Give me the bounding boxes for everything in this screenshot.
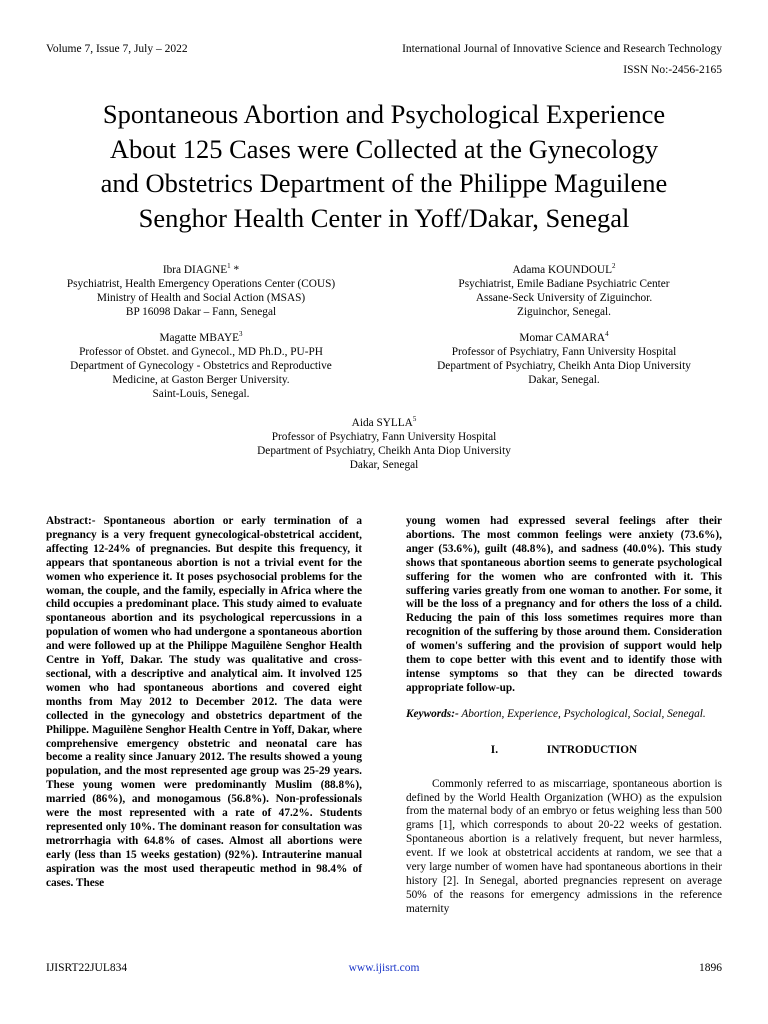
author-affiliation: Ziguinchor, Senegal.: [517, 306, 611, 318]
abstract-label: Abstract:-: [46, 515, 96, 527]
author-block-1: [46, 263, 356, 319]
abstract-continued: young women had expressed several feelings after their abortions. The most common feelings were anxiety (73.6%), anger (53.6%), guilt (48.8%), and sadness (40.0%). This study shows that spontaneous abortion seems to generate psychological suffering for the women who are confronted with it. This suffering varies greatly from one woman to another. For some, it will be the loss of a pregnancy and for others the loss of a child. Reducing the pain of this loss sometimes requires more than recognition of the suffering by those around them. Consideration of women's suffering and the provision of support would help them to cope better with this event and to identify those with intense symptoms so that they can be directed towards appropriate follow-up.: [406, 515, 722, 694]
author-affiliation: Psychiatrist, Health Emergency Operations Center (COUS): [66, 278, 336, 290]
volume-info: Volume 7, Issue 7, July – 2022: [46, 43, 188, 55]
author-name: Aida SYLLA$^5$: [351, 415, 417, 429]
author-affiliation: Department of Psychiatry, Cheikh Anta Diop University: [257, 445, 511, 457]
paper-code: IJISRT22JUL834: [46, 962, 128, 974]
introduction-paragraph: Commonly referred to as miscarriage, spontaneous abortion is defined by the World Health Organization (WHO) as the expulsion from the maternal body of an embryo or fetus weighing less than 500 grams [1], which corresponds to about 20-22 weeks of gestation. Spontaneous abortion is a relatively frequent, but never harmless, event. If we look at obstetrical accidents at random, we see that a very large number of women have had spontaneous abortions in their history [2]. In Senegal, aborted pregnancies represent on average 50% of the reasons for emergency admissions in the reference maternity: [406, 777, 722, 915]
left-column: [46, 515, 362, 890]
author-name: Magatte MBAYE$^3$: [159, 330, 243, 344]
keywords: [406, 708, 722, 722]
title-line: Senghor Health Center in Yoff/Dakar, Senegal: [138, 202, 630, 233]
section-heading-introduction: [406, 744, 722, 758]
abstract-text: Spontaneous abortion or early termination of a pregnancy is a very frequent gynecological-obstetrical accident, affecting 12-24% of pregnancies. But despite this frequency, it appears that spontaneous abortion is not a trivial event for the women who experience it. It poses psychosocial problems for the woman, the couple, and the family, especially in Africa where the child occupies a predominant place. This study aimed to evaluate spontaneous abortion and its psychological repercussions in a population of women who had undergone a spontaneous abortion and were followed up at the Philippe Maguilène Senghor Health Centre in Yoff, Dakar. The study was qualitative and cross-sectional, with a descriptive and analytical aim. It involved 125 women who had spontaneous abortions and covered eight months from May 2012 to December 2012. The data were collected in the gynecology and obstetrics department of the Philippe. Maguilène Senghor Health Centre in Yoff, Dakar, where comprehensive emergency obstetric and neonatal care has become a reality since January 2012. The results showed a young population, and the most represented age group was 25-29 years. These young women were predominantly Muslim (88.8%), married (86%), and monogamous (56.8%). Non-professionals were the most represented with a rate of 47.2%. Students represented only 10%. The dominant reason for consultation was metrorrhagia with 64.8% of cases. Almost all abortions were early (less than 15 weeks gestation) (92%). Intrauterine manual aspiration was the most used therapeutic method in 98.4% of cases. These: [46, 515, 362, 889]
author-affiliation: Assane-Seck University of Ziguinchor.: [475, 292, 653, 304]
page-number: 1896: [699, 962, 722, 974]
author-name: Ibra DIAGNE$^1$ *: [162, 262, 240, 276]
title-line: About 125 Cases were Collected at the Gynecology: [109, 133, 659, 164]
section-title: INTRODUCTION: [546, 743, 638, 756]
author-affiliation: Professor of Obstet. and Gynecol., MD Ph.D., PU-PH: [79, 346, 323, 358]
author-block-3: [46, 331, 356, 401]
right-column: [406, 515, 722, 917]
author-affiliation: Professor of Psychiatry, Fann University Hospital: [451, 346, 677, 358]
author-affiliation: Dakar, Senegal: [349, 459, 419, 471]
author-affiliation: Department of Psychiatry, Cheikh Anta Diop University: [437, 360, 691, 372]
author-affiliation: Medicine, at Gaston Berger University.: [112, 374, 290, 386]
author-name: Adama KOUNDOUL$^2$: [512, 262, 616, 276]
keywords-label: Keywords:-: [406, 707, 459, 720]
title-line: Spontaneous Abortion and Psychological Experience: [102, 99, 666, 129]
author-block-4: [408, 331, 720, 387]
author-affiliation: Saint-Louis, Senegal.: [152, 388, 250, 400]
title-line: and Obstetrics Department of the Philippe Maguilene: [100, 168, 668, 198]
author-affiliation: Dakar, Senegal.: [528, 374, 600, 386]
paper-title: [30, 97, 738, 235]
abstract-paragraph: [46, 515, 362, 890]
issn: ISSN No:-2456-2165: [623, 64, 722, 76]
journal-website-link[interactable]: www.ijisrt.com: [348, 962, 420, 974]
journal-name: International Journal of Innovative Science and Research Technology: [402, 43, 722, 55]
author-affiliation: Ministry of Health and Social Action (MSAS): [96, 292, 306, 304]
section-number: I.: [490, 743, 499, 756]
author-name: Momar CAMARA$^4$: [519, 330, 609, 344]
author-affiliation: Department of Gynecology - Obstetrics and Reproductive: [70, 360, 332, 372]
author-affiliation: BP 16098 Dakar – Fann, Senegal: [125, 306, 277, 318]
author-block-5: [214, 416, 554, 472]
keywords-text: Abortion, Experience, Psychological, Social, Senegal.: [458, 707, 706, 720]
author-block-2: [408, 263, 720, 319]
author-affiliation: Professor of Psychiatry, Fann University Hospital: [271, 431, 497, 443]
author-affiliation: Psychiatrist, Emile Badiane Psychiatric Center: [458, 278, 670, 290]
